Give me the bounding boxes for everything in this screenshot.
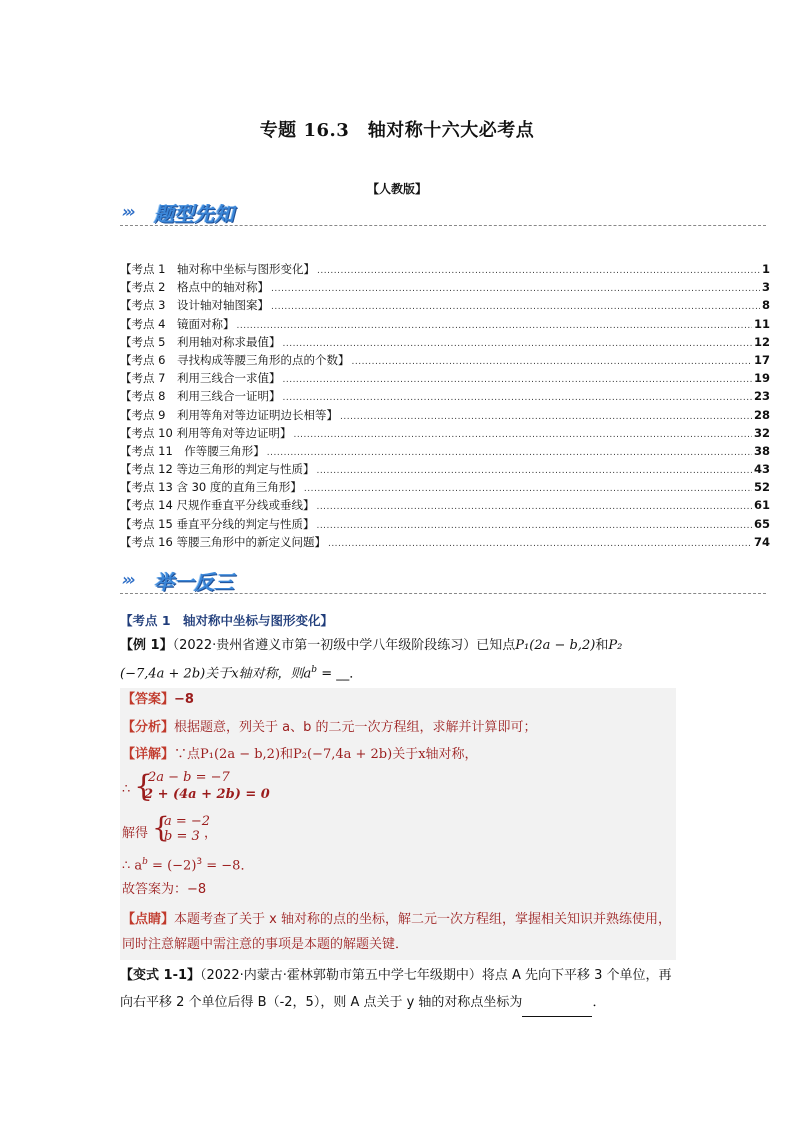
toc-label: 【考点 3 设计轴对轴图案】 [120,298,269,313]
toc-label: 【考点 6 寻找构成等腰三角形的点的个数】 [120,352,350,367]
toc-row[interactable] [120,442,770,460]
page-title: 专题 16.3 轴对称十六大必考点 [259,120,535,141]
toc-label: 【考点 2 格点中的轴对称】 [120,280,269,295]
comment-tag: 【点睛】 [122,912,175,927]
variant-text: （2022·内蒙古·霍林郭勒市第五中学七年级期中）将点 A 先向下平移 3 个单位，再向右平移 2 个单位后得 B（-2，5），则 A 点关于 y 轴的对称点坐标为 [120,968,672,1010]
toc-row[interactable] [120,496,770,514]
toc-page-number: 61 [753,498,770,513]
toc-page-number: 32 [753,425,770,440]
toc-page-number: 17 [753,352,770,367]
toc-row[interactable] [120,296,770,314]
toc-row[interactable] [120,533,770,551]
toc-label: 【考点 4 镜面对称】 [120,316,235,331]
section-heading: 【考点 1 轴对称中坐标与图形变化】 [120,613,334,628]
toc-leader-dots [317,262,760,280]
toc-label: 【考点 7 利用三线合一求值】 [120,371,281,386]
example-line2-end: = __． [317,666,363,682]
system2-eq2: b = 3 [164,829,200,844]
exponent: b [311,665,318,675]
toc-page-number: 1 [761,262,770,276]
toc-label: 【考点 13 含 30 度的直角三角形】 [120,480,302,495]
toc-leader-dots [282,335,752,353]
variant-question [120,962,676,1017]
point-p1: P₁(2a − b,2) [515,638,596,653]
example-source: （2022·贵州省遵义市第一初级中学八年级阶段练习）已知点 [172,638,516,653]
toc-label: 【考点 8 利用三线合一证明】 [120,389,281,404]
toc-label: 【考点 11 作等腰三角形】 [120,443,265,458]
toc-leader-dots [236,317,752,335]
system2-suffix: ， [204,826,218,841]
variant-end: ． [592,995,606,1010]
toc-row[interactable] [120,515,770,533]
toc-page-number: 23 [753,389,770,404]
result-text: ∴ a [122,858,143,874]
toc-row[interactable] [120,315,770,333]
toc-page-number: 65 [753,516,770,531]
result-exponent: b [142,857,148,867]
example-line2: (−7,4a + 2b)关于x轴对称，则a [120,666,312,682]
toc-row[interactable] [120,333,770,351]
detail-tag: 【详解】 [122,747,175,762]
toc-row[interactable] [120,278,770,296]
toc-label: 【考点 1 轴对称中坐标与图形变化】 [120,262,315,276]
detail-line [122,745,674,765]
system2-eq1: a = −2 [164,814,211,829]
banner-title: 举一反三 [154,570,234,594]
banner-practice [120,568,766,598]
banner-preview [120,200,766,230]
example-and: 和 [595,638,609,653]
answer-value: −8 [174,692,194,707]
example-prefix: 【例 1】 [120,638,173,653]
answer-tag: 【答案】 [122,692,175,707]
system1-eq1: 2a − b = −7 [148,770,230,785]
toc-leader-dots [351,353,752,371]
toc-leader-dots [328,535,752,553]
answer-line [122,690,674,710]
toc-page-number: 8 [761,298,770,313]
analysis-text: 根据题意，列关于 a、b 的二元一次方程组，求解并计算即可； [174,720,537,735]
analysis-tag: 【分析】 [122,720,175,735]
triple-arrow-icon: ››› [122,202,133,221]
toc-label: 【考点 14 尺规作垂直平分线或垂线】 [120,498,315,513]
result-exponent-2: 3 [196,857,203,867]
brace-icon: { [134,769,154,804]
toc-page-number: 12 [753,334,770,349]
banner-title: 题型先知 [154,202,234,226]
toc-label: 【考点 9 利用等角对等边证明边长相等】 [120,407,338,422]
detail-text: ∵点P₁(2a − b,2)和P₂(−7,4a + 2b)关于x轴对称， [174,747,478,762]
toc-label: 【考点 5 利用轴对称求最值】 [120,334,281,349]
toc-page-number: 3 [761,280,770,295]
therefore-sign: ∴ [122,782,131,797]
toc-page-number: 38 [753,443,770,458]
banner-divider [120,593,766,594]
toc-leader-dots [340,408,752,426]
toc-leader-dots [271,280,760,298]
toc-page-number: 11 [753,316,770,331]
toc-leader-dots [271,298,760,316]
toc-label: 【考点 12 等边三角形的判定与性质】 [120,462,315,477]
toc-leader-dots [316,462,752,480]
toc-row[interactable] [120,406,770,424]
variant-tag: 【变式 1-1】 [120,968,201,983]
point-p2: P₂ [608,638,623,653]
system1-eq2: 2 + (4a + 2b) = 0 [144,787,270,802]
toc-page-number: 43 [753,462,770,477]
toc-page-number: 52 [753,480,770,495]
toc-label: 【考点 16 等腰三角形中的新定义问题】 [120,534,326,549]
comment-text: 本题考查了关于 x 轴对称的点的坐标，解二元一次方程组，掌握相关知识并熟练使用，同时注意解题中需注意的事项是本题的解题关键． [122,912,671,952]
toc-row[interactable] [120,369,770,387]
example-question [120,636,680,684]
edition-label: 【人教版】 [366,182,427,196]
banner-divider [120,225,766,226]
toc-label: 【考点 15 垂直平分线的判定与性质】 [120,516,315,531]
solve-label: 解得 [122,826,149,841]
brace-icon: { [152,811,170,844]
toc-leader-dots [316,498,752,516]
analysis-line [122,718,674,738]
triple-arrow-icon: ››› [122,570,133,589]
comment-block [122,907,674,957]
toc-label: 【考点 10 利用等角对等边证明】 [120,425,292,440]
toc-leader-dots [282,371,752,389]
toc-leader-dots [316,517,752,535]
toc-leader-dots [293,426,752,444]
result-rest: = (−2) [147,858,197,874]
toc-row[interactable] [120,424,770,442]
table-of-contents [120,260,770,551]
final-answer: 故答案为：−8 [122,882,207,897]
toc-page-number: 74 [753,534,770,549]
toc-page-number: 28 [753,407,770,422]
toc-row[interactable] [120,387,770,405]
toc-page-number: 19 [753,371,770,386]
answer-blank[interactable] [522,989,592,1017]
result-line [122,852,674,876]
toc-leader-dots [282,389,752,407]
toc-leader-dots [304,480,752,498]
toc-row[interactable] [120,260,770,278]
toc-row[interactable] [120,460,770,478]
result-end: = −8． [202,858,254,874]
toc-leader-dots [267,444,752,462]
toc-row[interactable] [120,351,770,369]
toc-row[interactable] [120,478,770,496]
